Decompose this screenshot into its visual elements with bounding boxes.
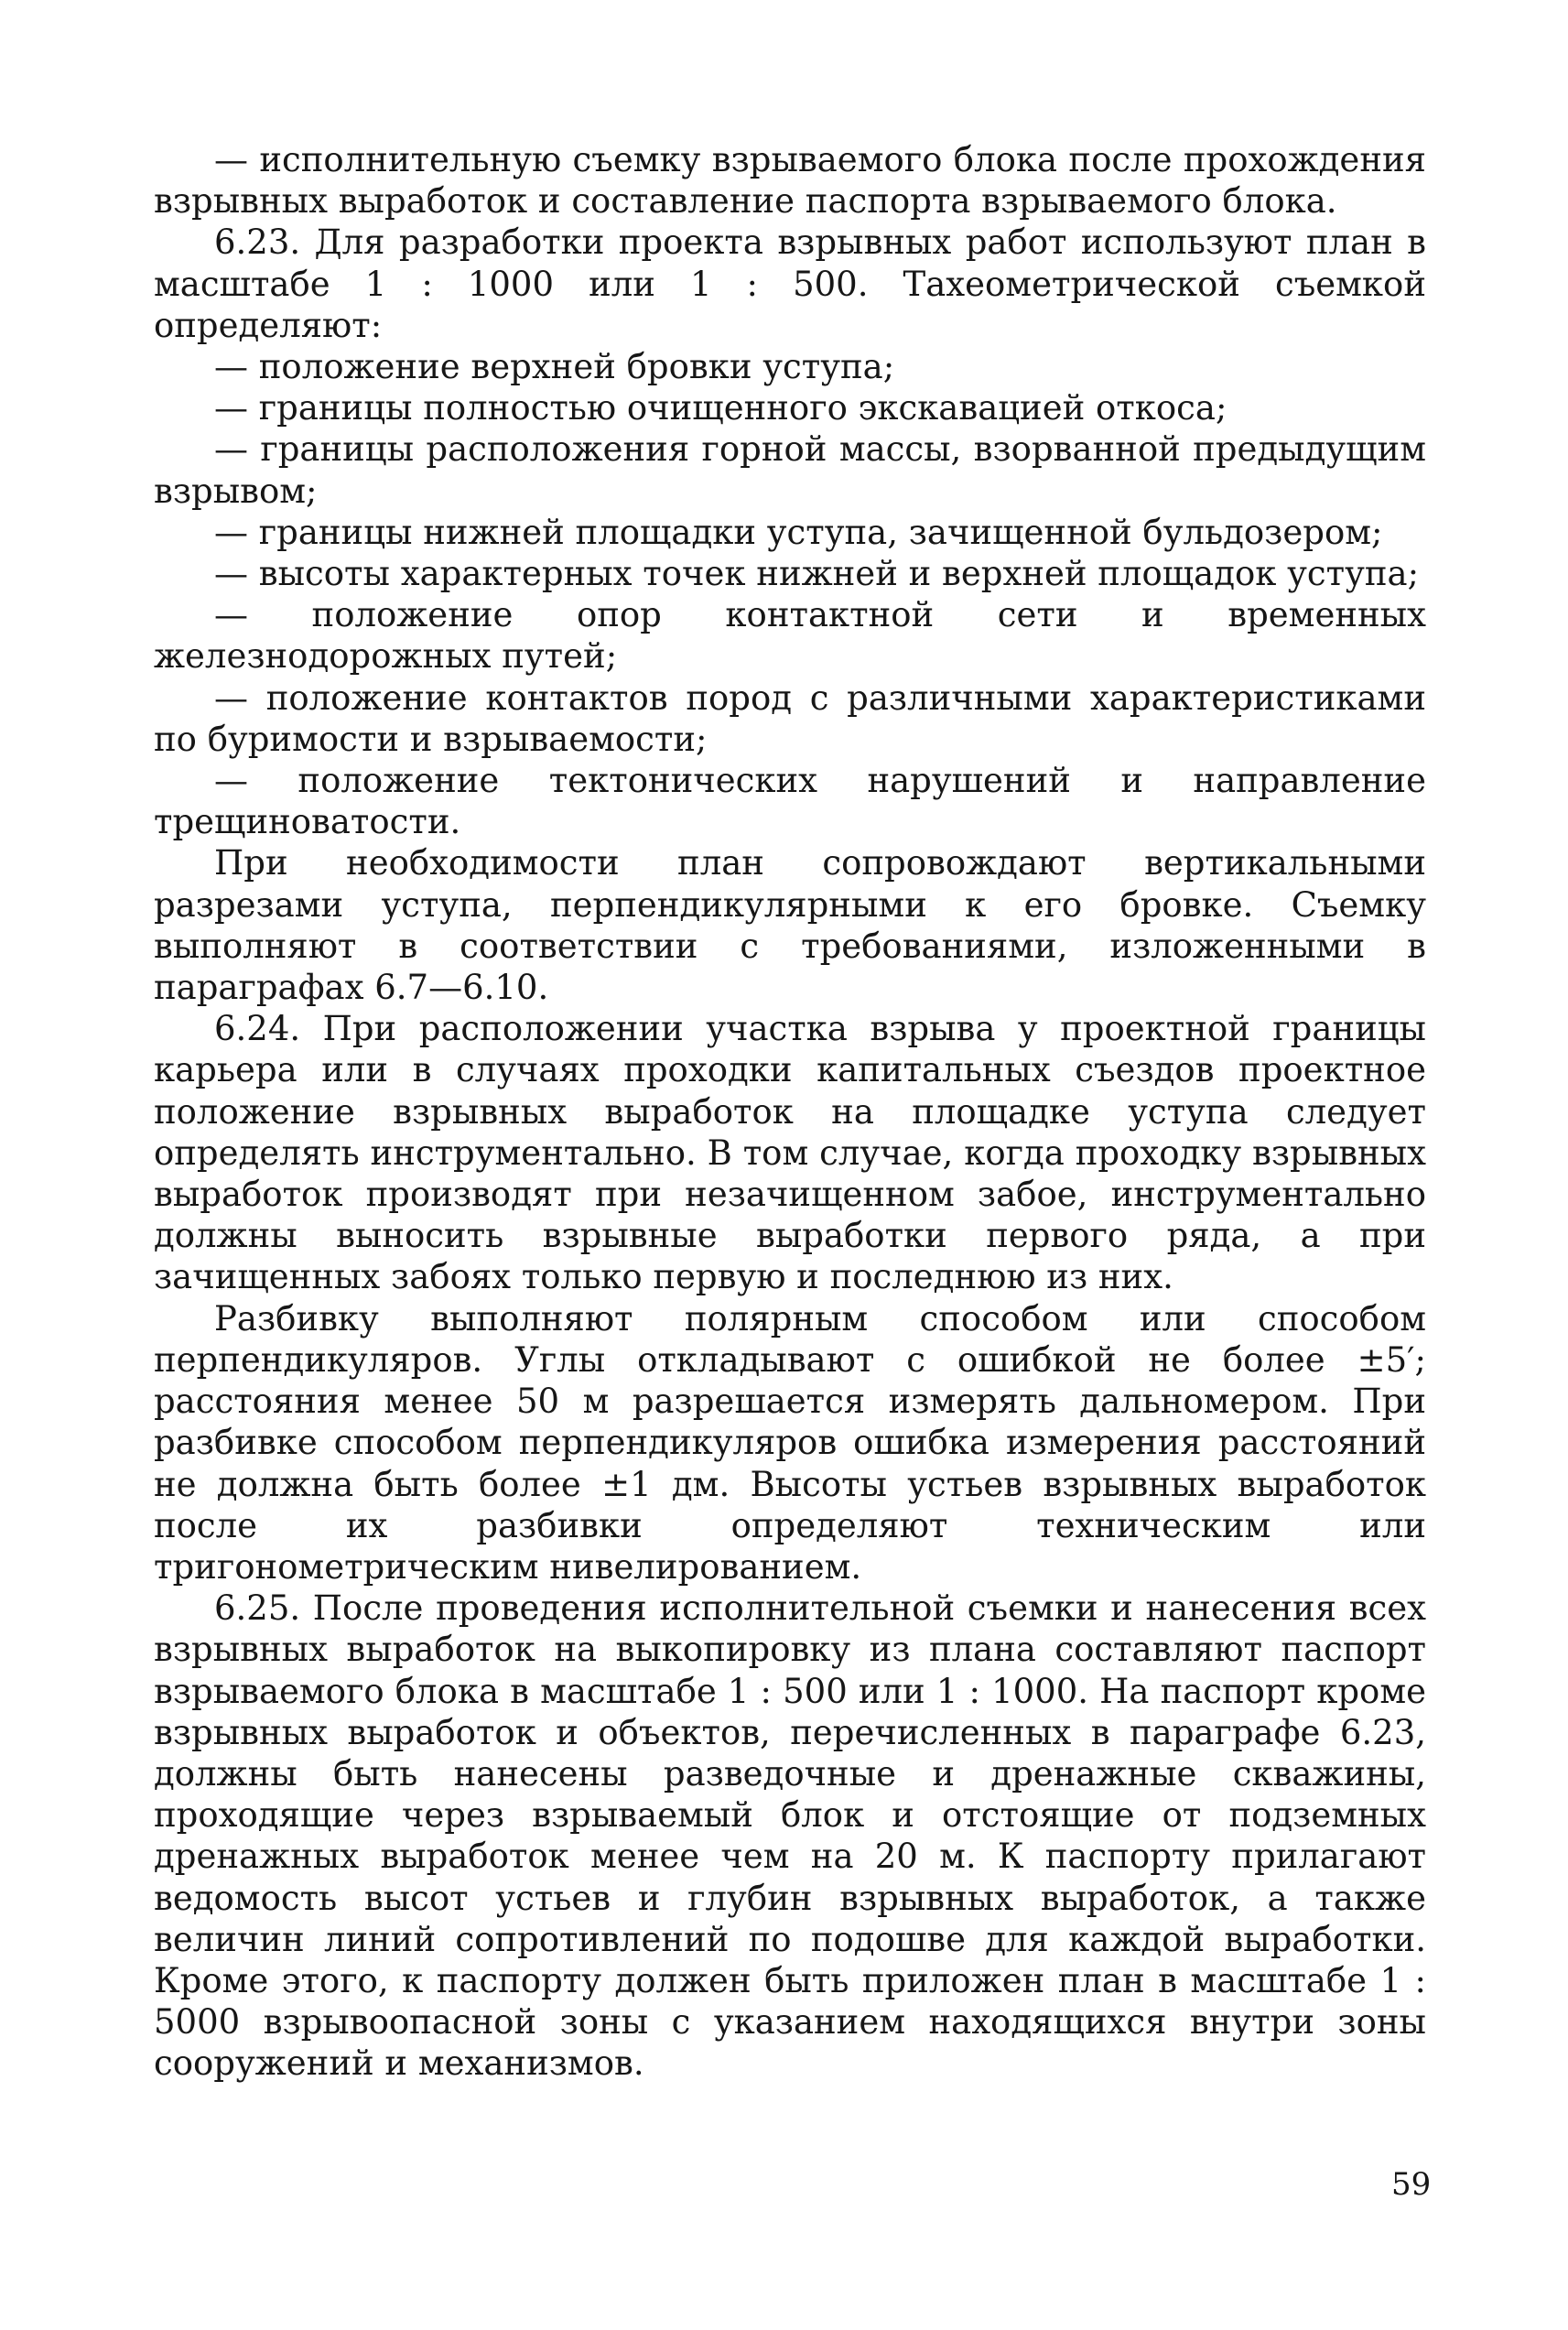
paragraph-7: — высоты характерных точек нижней и верхней площадок уступа; xyxy=(214,554,1420,594)
paragraph-8: — положение опор контактной сети и временных железнодорожных путей; xyxy=(154,595,1426,677)
paragraph-1: — исполнительную съемку взрываемого блока после прохождения взрывных выработок и составление паспорта взрываемого блока. xyxy=(154,140,1426,222)
paragraph-4: — границы полностью очищенного экскавацией откоса; xyxy=(214,388,1227,428)
paragraph-5: — границы расположения горной массы, взорванной предыдущим взрывом; xyxy=(154,429,1426,511)
paragraph-9: — положение контактов пород с различными характеристиками по буримости и взрываемости; xyxy=(154,677,1426,759)
paragraph-14: 6.25. После проведения исполнительной съемки и нанесения всех взрывных выработок на выкопировку из плана составляют паспорт взрываемого блока в масштабе 1 : 500 или 1 : 1000. На паспорт кроме взрывных выработок и объектов, перечисленных в параграфе 6.23, должны быть нанесены разведочные и дренажные скважины, проходящие через взрываемый блок и отстоящие от подземных дренажных выработок менее чем на 20 м. К паспорту прилагают ведомость высот устьев и глубин взрывных выработок, а также величин линий сопротивлений по подошве для каждой выработки. Кроме этого, к паспорту должен быть приложен план в масштабе 1 : 5000 взрывоопасной зоны с указанием находящихся внутри зоны сооружений и механизмов. xyxy=(154,1588,1426,2084)
page-number: 59 xyxy=(1391,2166,1432,2203)
paragraph-12: 6.24. При расположении участка взрыва у проектной границы карьера или в случаях проходки капитальных съездов проектное положение взрывных выработок на площадке уступа следует определять инструментально. В том случае, когда проходку взрывных выработок производят при незачищенном забое, инструментально должны выносить взрывные выработки первого ряда, а при зачищенных забоях только первую и последнюю из них. xyxy=(154,1009,1426,1297)
document-page xyxy=(154,139,1426,2085)
paragraph-10: — положение тектонических нарушений и направление трещиноватости. xyxy=(154,761,1426,842)
paragraph-3: — положение верхней бровки уступа; xyxy=(214,347,895,387)
paragraph-13: Разбивку выполняют полярным способом или способом перпендикуляров. Углы откладывают с ошибкой не более ±5′; расстояния менее 50 м разрешается измерять дальномером. При разбивке способом перпендикуляров ошибка измерения расстояний не должна быть более ±1 дм. Высоты устьев взрывных выработок после их разбивки определяют техническим или тригонометрическим нивелированием. xyxy=(154,1298,1426,1587)
paragraph-11: При необходимости план сопровождают вертикальными разрезами уступа, перпендикулярными к его бровке. Съемку выполняют в соответствии с требованиями, изложенными в параграфах 6.7—6.10. xyxy=(154,843,1426,1008)
paragraph-2: 6.23. Для разработки проекта взрывных работ используют план в масштабе 1 : 1000 или 1 : 500. Тахеометрической съемкой определяют: xyxy=(154,222,1426,345)
paragraph-6: — границы нижней площадки уступа, зачищенной бульдозером; xyxy=(214,512,1383,552)
